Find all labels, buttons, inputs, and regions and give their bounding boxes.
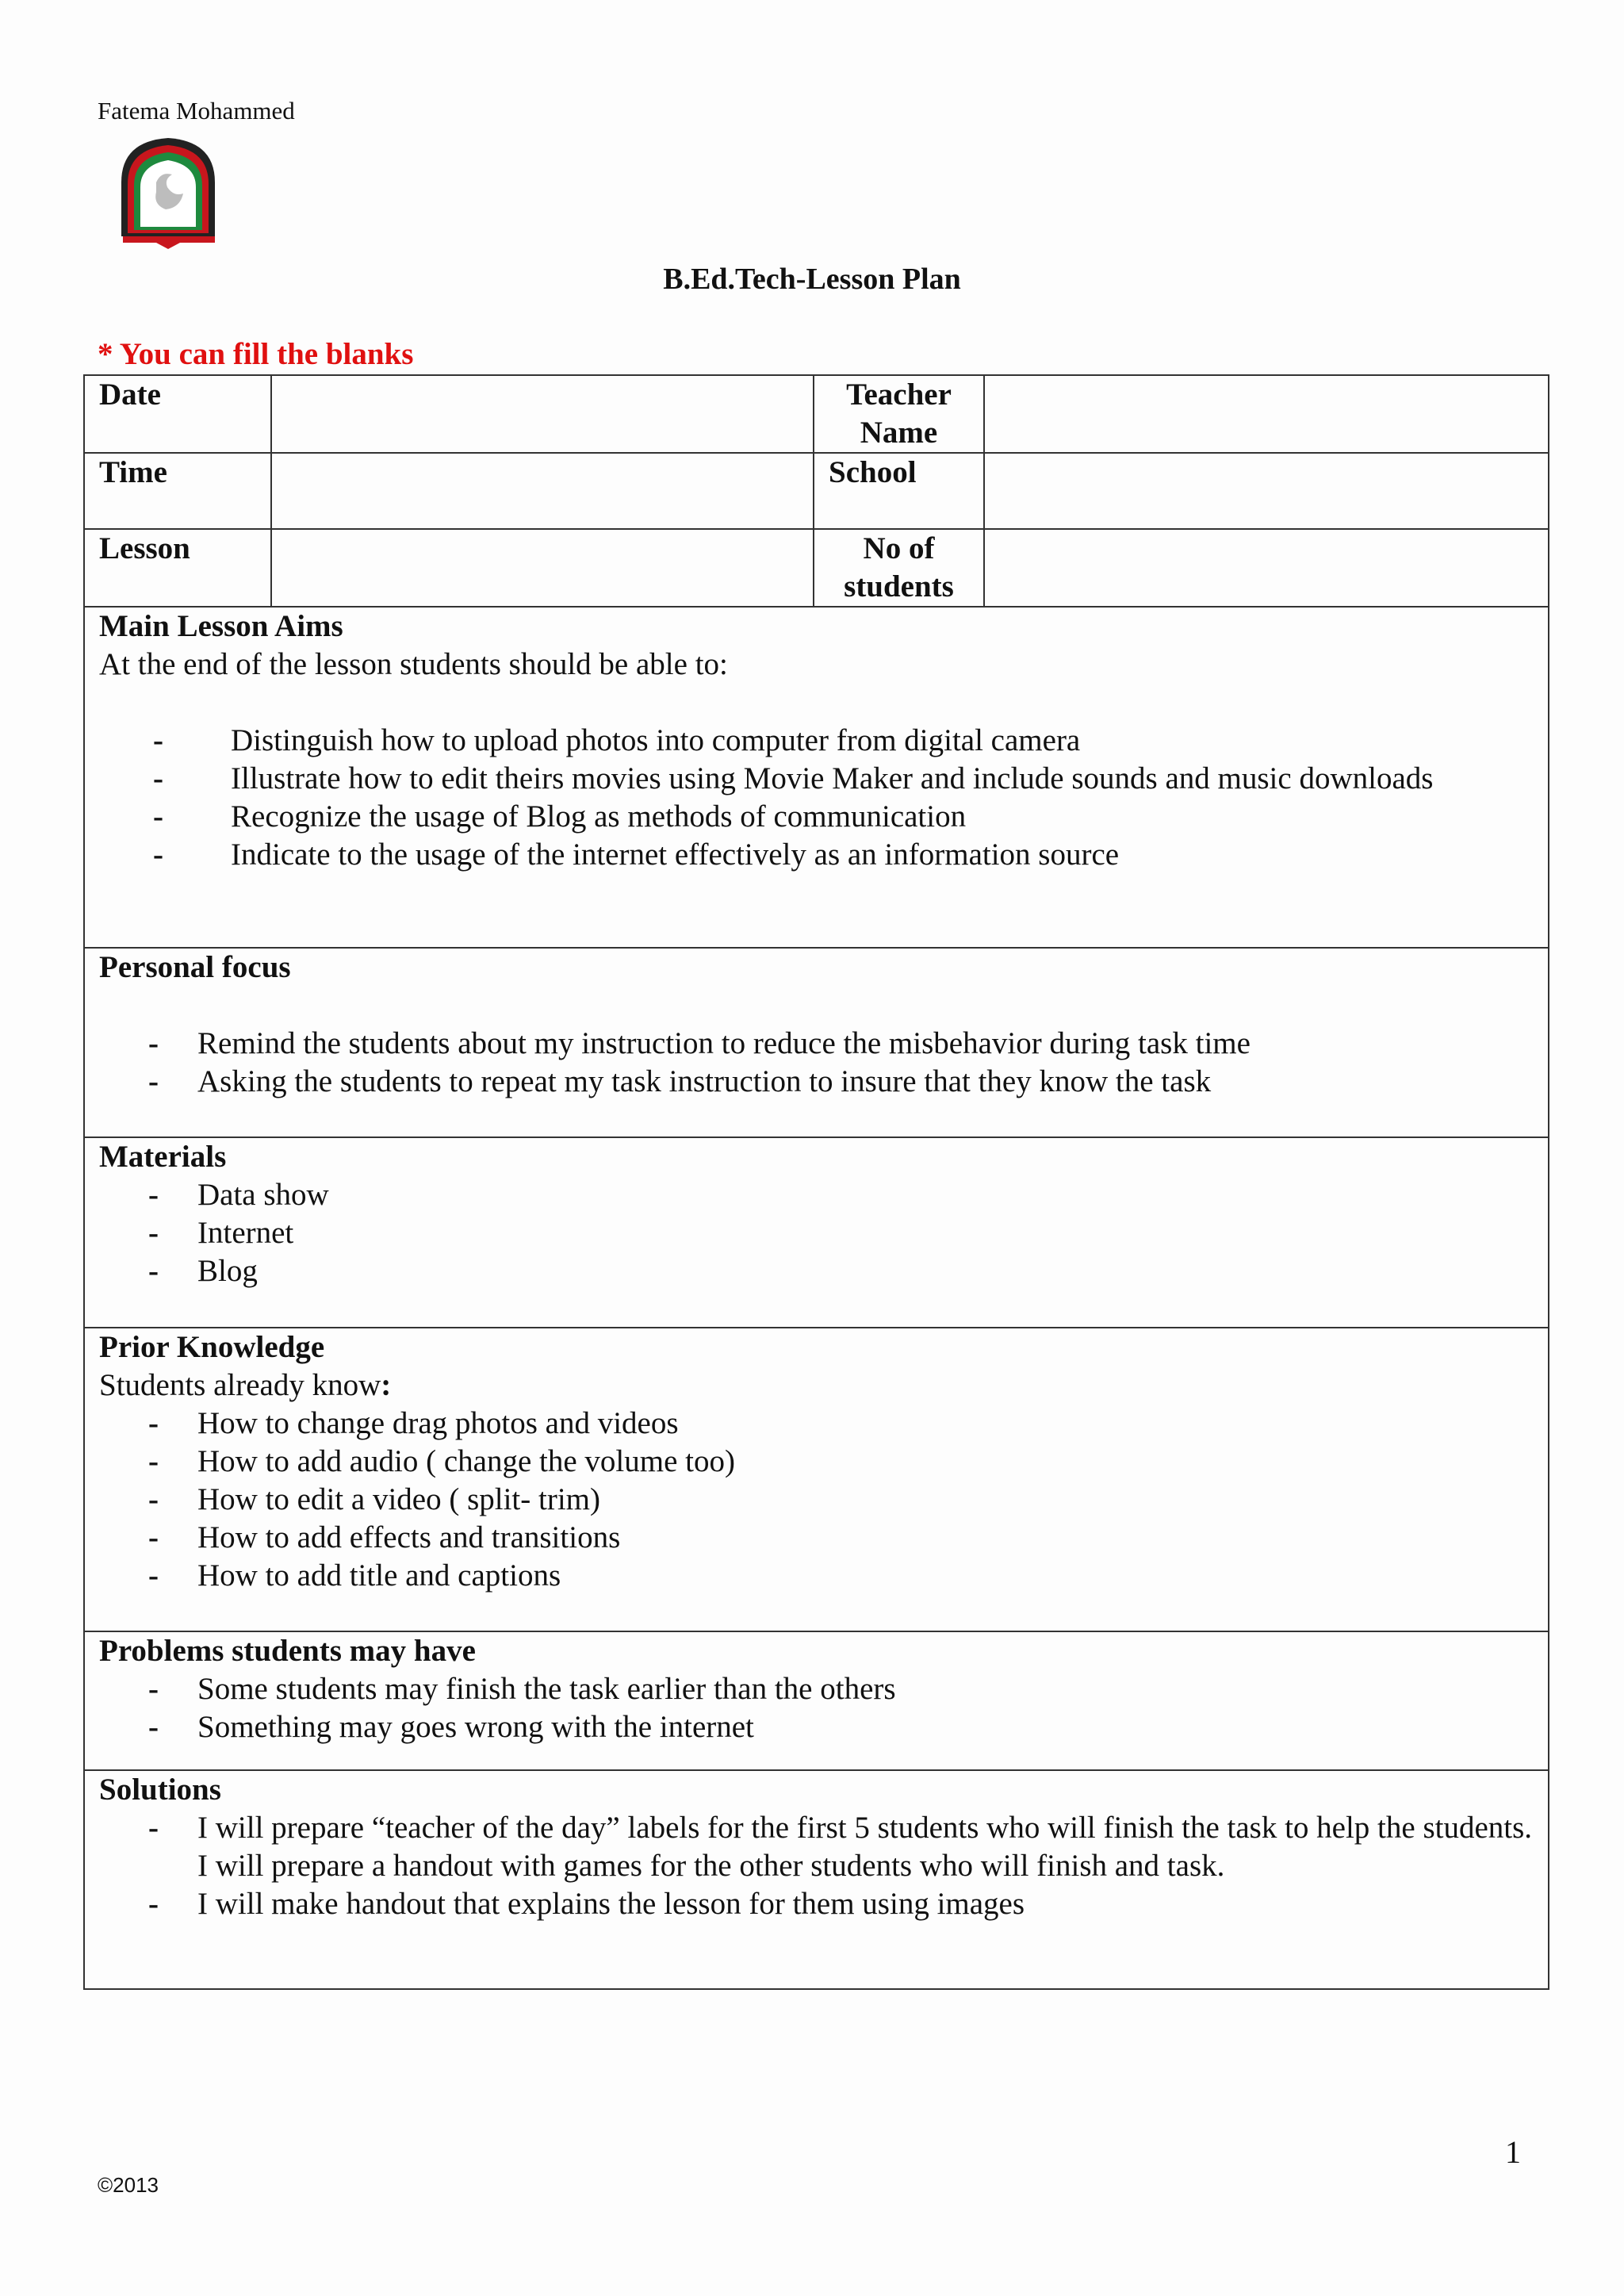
prior-knowledge-title: Prior Knowledge	[99, 1330, 325, 1364]
table-row	[84, 529, 1549, 607]
lesson-label: Lesson	[84, 529, 271, 607]
list-item: - Remind the students about my instruction to reduce the misbehavior during task time	[99, 1025, 1534, 1063]
list-item: - Illustrate how to edit theirs movies using Movie Maker and include sounds and music downloads	[99, 760, 1534, 798]
list-item: - Internet	[99, 1214, 1534, 1252]
prior-knowledge-intro-text: Students already know	[99, 1368, 381, 1402]
no-of-students-label: No of students	[814, 529, 984, 607]
problems-title: Problems students may have	[99, 1634, 476, 1668]
school-field[interactable]	[984, 453, 1549, 529]
lesson-plan-table	[83, 374, 1549, 1990]
list-item: - Recognize the usage of Blog as methods of communication	[99, 798, 1534, 836]
copyright-notice: ©2013	[98, 2173, 159, 2197]
aims-list	[99, 722, 1534, 874]
materials-section	[84, 1137, 1549, 1328]
list-item: - How to add title and captions	[99, 1557, 1534, 1595]
problems-section	[84, 1631, 1549, 1770]
time-field[interactable]	[271, 453, 814, 529]
aims-title: Main Lesson Aims	[99, 609, 343, 643]
prior-knowledge-section	[84, 1328, 1549, 1631]
author-name: Fatema Mohammed	[98, 97, 295, 125]
no-of-students-field[interactable]	[984, 529, 1549, 607]
aims-section	[84, 607, 1549, 948]
teacher-name-field[interactable]	[984, 375, 1549, 453]
prior-knowledge-list	[99, 1405, 1534, 1595]
list-item: - Something may goes wrong with the internet	[99, 1708, 1534, 1746]
personal-focus-section	[84, 948, 1549, 1137]
lesson-field[interactable]	[271, 529, 814, 607]
personal-focus-list	[99, 1025, 1534, 1101]
aims-intro: At the end of the lesson students should be able to:	[99, 647, 728, 681]
list-item: - How to add effects and transitions	[99, 1519, 1534, 1557]
date-label: Date	[84, 375, 271, 453]
date-field[interactable]	[271, 375, 814, 453]
time-label: Time	[84, 453, 271, 529]
list-item: - I will make handout that explains the lesson for them using images	[99, 1885, 1534, 1923]
list-item: - I will prepare “teacher of the day” labels for the first 5 students who will finish the task to help the students. I will prepare a handout with games for the other students who will finish and task.	[99, 1809, 1534, 1885]
solutions-title: Solutions	[99, 1773, 221, 1807]
list-item: - Data show	[99, 1176, 1534, 1214]
list-item: - Blog	[99, 1252, 1534, 1290]
school-label: School	[814, 453, 984, 529]
list-item: - Asking the students to repeat my task instruction to insure that they know the task	[99, 1063, 1534, 1101]
table-row	[84, 453, 1549, 529]
solutions-list	[99, 1809, 1534, 1923]
page-number: 1	[1505, 2134, 1521, 2170]
prior-knowledge-intro-colon: :	[381, 1368, 392, 1402]
solutions-section	[84, 1770, 1549, 1989]
teacher-name-label: Teacher Name	[814, 375, 984, 453]
fill-blanks-note: * You can fill the blanks	[98, 337, 414, 371]
table-row	[84, 375, 1549, 453]
list-item: - How to edit a video ( split- trim)	[99, 1481, 1534, 1519]
personal-focus-title: Personal focus	[99, 950, 291, 984]
list-item: - Some students may finish the task earlier than the others	[99, 1670, 1534, 1708]
list-item: - How to add audio ( change the volume too)	[99, 1443, 1534, 1481]
list-item: - How to change drag photos and videos	[99, 1405, 1534, 1443]
materials-list	[99, 1176, 1534, 1290]
list-item: - Indicate to the usage of the internet effectively as an information source	[99, 836, 1534, 874]
list-item: - Distinguish how to upload photos into computer from digital camera	[99, 722, 1534, 760]
university-logo	[115, 135, 222, 250]
problems-list	[99, 1670, 1534, 1746]
materials-title: Materials	[99, 1140, 227, 1174]
prior-knowledge-intro	[99, 1366, 1534, 1405]
page-title: B.Ed.Tech-Lesson Plan	[663, 263, 961, 296]
